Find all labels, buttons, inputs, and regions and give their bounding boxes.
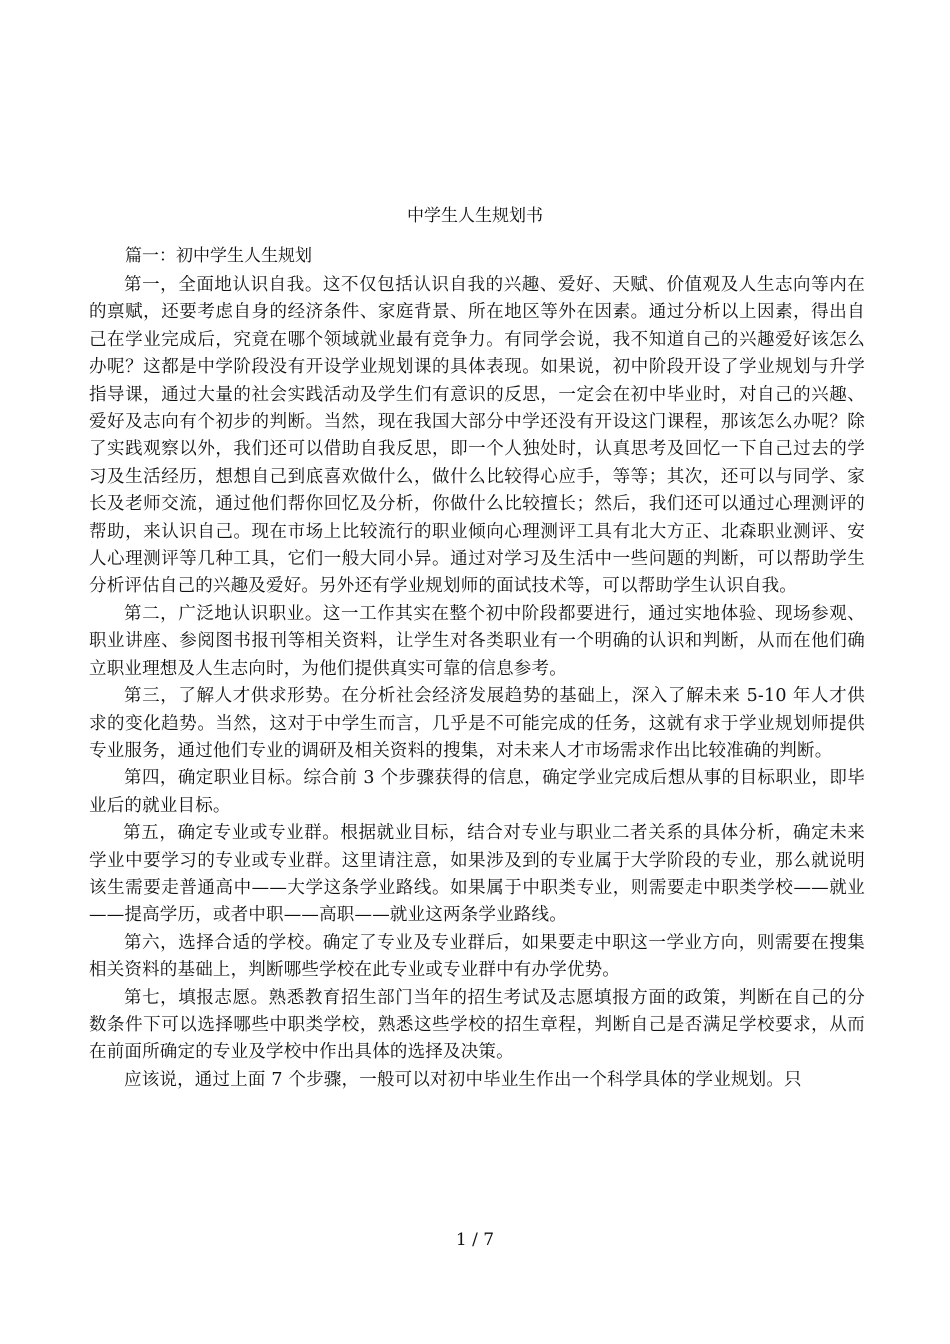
document-body (89, 272, 865, 1094)
paragraph-5: 第五，确定专业或专业群。根据就业目标，结合对专业与职业二者关系的具体分析，确定未来学业中要学习的专业或专业群。这里请注意，如果涉及到的专业属于大学阶段的专业，那么就说明该生需要走普通高中——大学这条学业路线。如果属于中职类专业，则需要走中职类学校——就业——提高学历，或者中职——高职——就业这两条学业路线。 (89, 823, 865, 926)
paragraph-6: 第六，选择合适的学校。确定了专业及专业群后，如果要走中职这一学业方向，则需要在搜集相关资料的基础上，判断哪些学校在此专业或专业群中有办学优势。 (89, 932, 865, 981)
paragraph-4: 第四，确定职业目标。综合前 3 个步骤获得的信息，确定学业完成后想从事的目标职业，即毕业后的就业目标。 (89, 768, 865, 816)
section-heading: 篇一：初中学生人生规划 (125, 246, 312, 266)
paragraph-8: 应该说，通过上面 7 个步骤，一般可以对初中毕业生作出一个科学具体的学业规划。只 (124, 1069, 802, 1090)
paragraph-2: 第二，广泛地认识职业。这一工作其实在整个初中阶段都要进行，通过实地体验、现场参观、职业讲座、参阅图书报刊等相关资料，让学生对各类职业有一个明确的认识和判断，从而在他们确立职业理想及人生志向时，为他们提供真实可靠的信息参考。 (89, 603, 865, 679)
paragraph-7: 第七，填报志愿。熟悉教育招生部门当年的招生考试及志愿填报方面的政策，判断在自己的分数条件下可以选择哪些中职类学校，熟悉这些学校的招生章程，判断自己是否满足学校要求，从而在前面所确定的专业及学校中作出具体的选择及决策。 (89, 987, 865, 1063)
paragraph-3: 第三，了解人才供求形势。在分析社会经济发展趋势的基础上，深入了解未来 5-10 年人才供求的变化趋势。当然，这对于中学生而言，几乎是不可能完成的任务，这就有求于学业规划师提供专业服务，通过他们专业的调研及相关资料的搜集，对未来人才市场需求作出比较准确的判断。 (89, 686, 865, 761)
document-title: 中学生人生规划书 (407, 206, 543, 226)
paragraph-1: 第一，全面地认识自我。这不仅包括认识自我的兴趣、爱好、天赋、价值观及人生志向等内在的禀赋，还要考虑自身的经济条件、家庭背景、所在地区等外在因素。通过分析以上因素，得出自己在学业完成后，究竟在哪个领域就业最有竞争力。有同学会说，我不知道自己的兴趣爱好该怎么办呢？这都是中学阶段没有开设学业规划课的具体表现。如果说，初中阶段开设了学业规划与升学指导课，通过大量的社会实践活动及学生们有意识的反思，一定会在初中毕业时，对自己的兴趣、爱好及志向有个初步的判断。当然，现在我国大部分中学还没有开设这门课程，那该怎么办呢？除了实践观察以外，我们还可以借助自我反思，即一个人独处时，认真思考及回忆一下自己过去的学习及生活经历，想想自己到底喜欢做什么，做什么比较得心应手，等等；其次，还可以与同学、家长及老师交流，通过他们帮你回忆及分析，你做什么比较擅长；然后，我们还可以通过心理测评的帮助，来认识自己。现在市场上比较流行的职业倾向心理测评工具有北大方正、北森职业测评、安人心理测评等几种工具，它们一般大同小异。通过对学习及生活中一些问题的判断，可以帮助学生分析评估自己的兴趣及爱好。另外还有学业规划师的面试技术等，可以帮助学生认识自我。 (89, 275, 865, 597)
page-number: 1 / 7 (455, 1230, 495, 1250)
